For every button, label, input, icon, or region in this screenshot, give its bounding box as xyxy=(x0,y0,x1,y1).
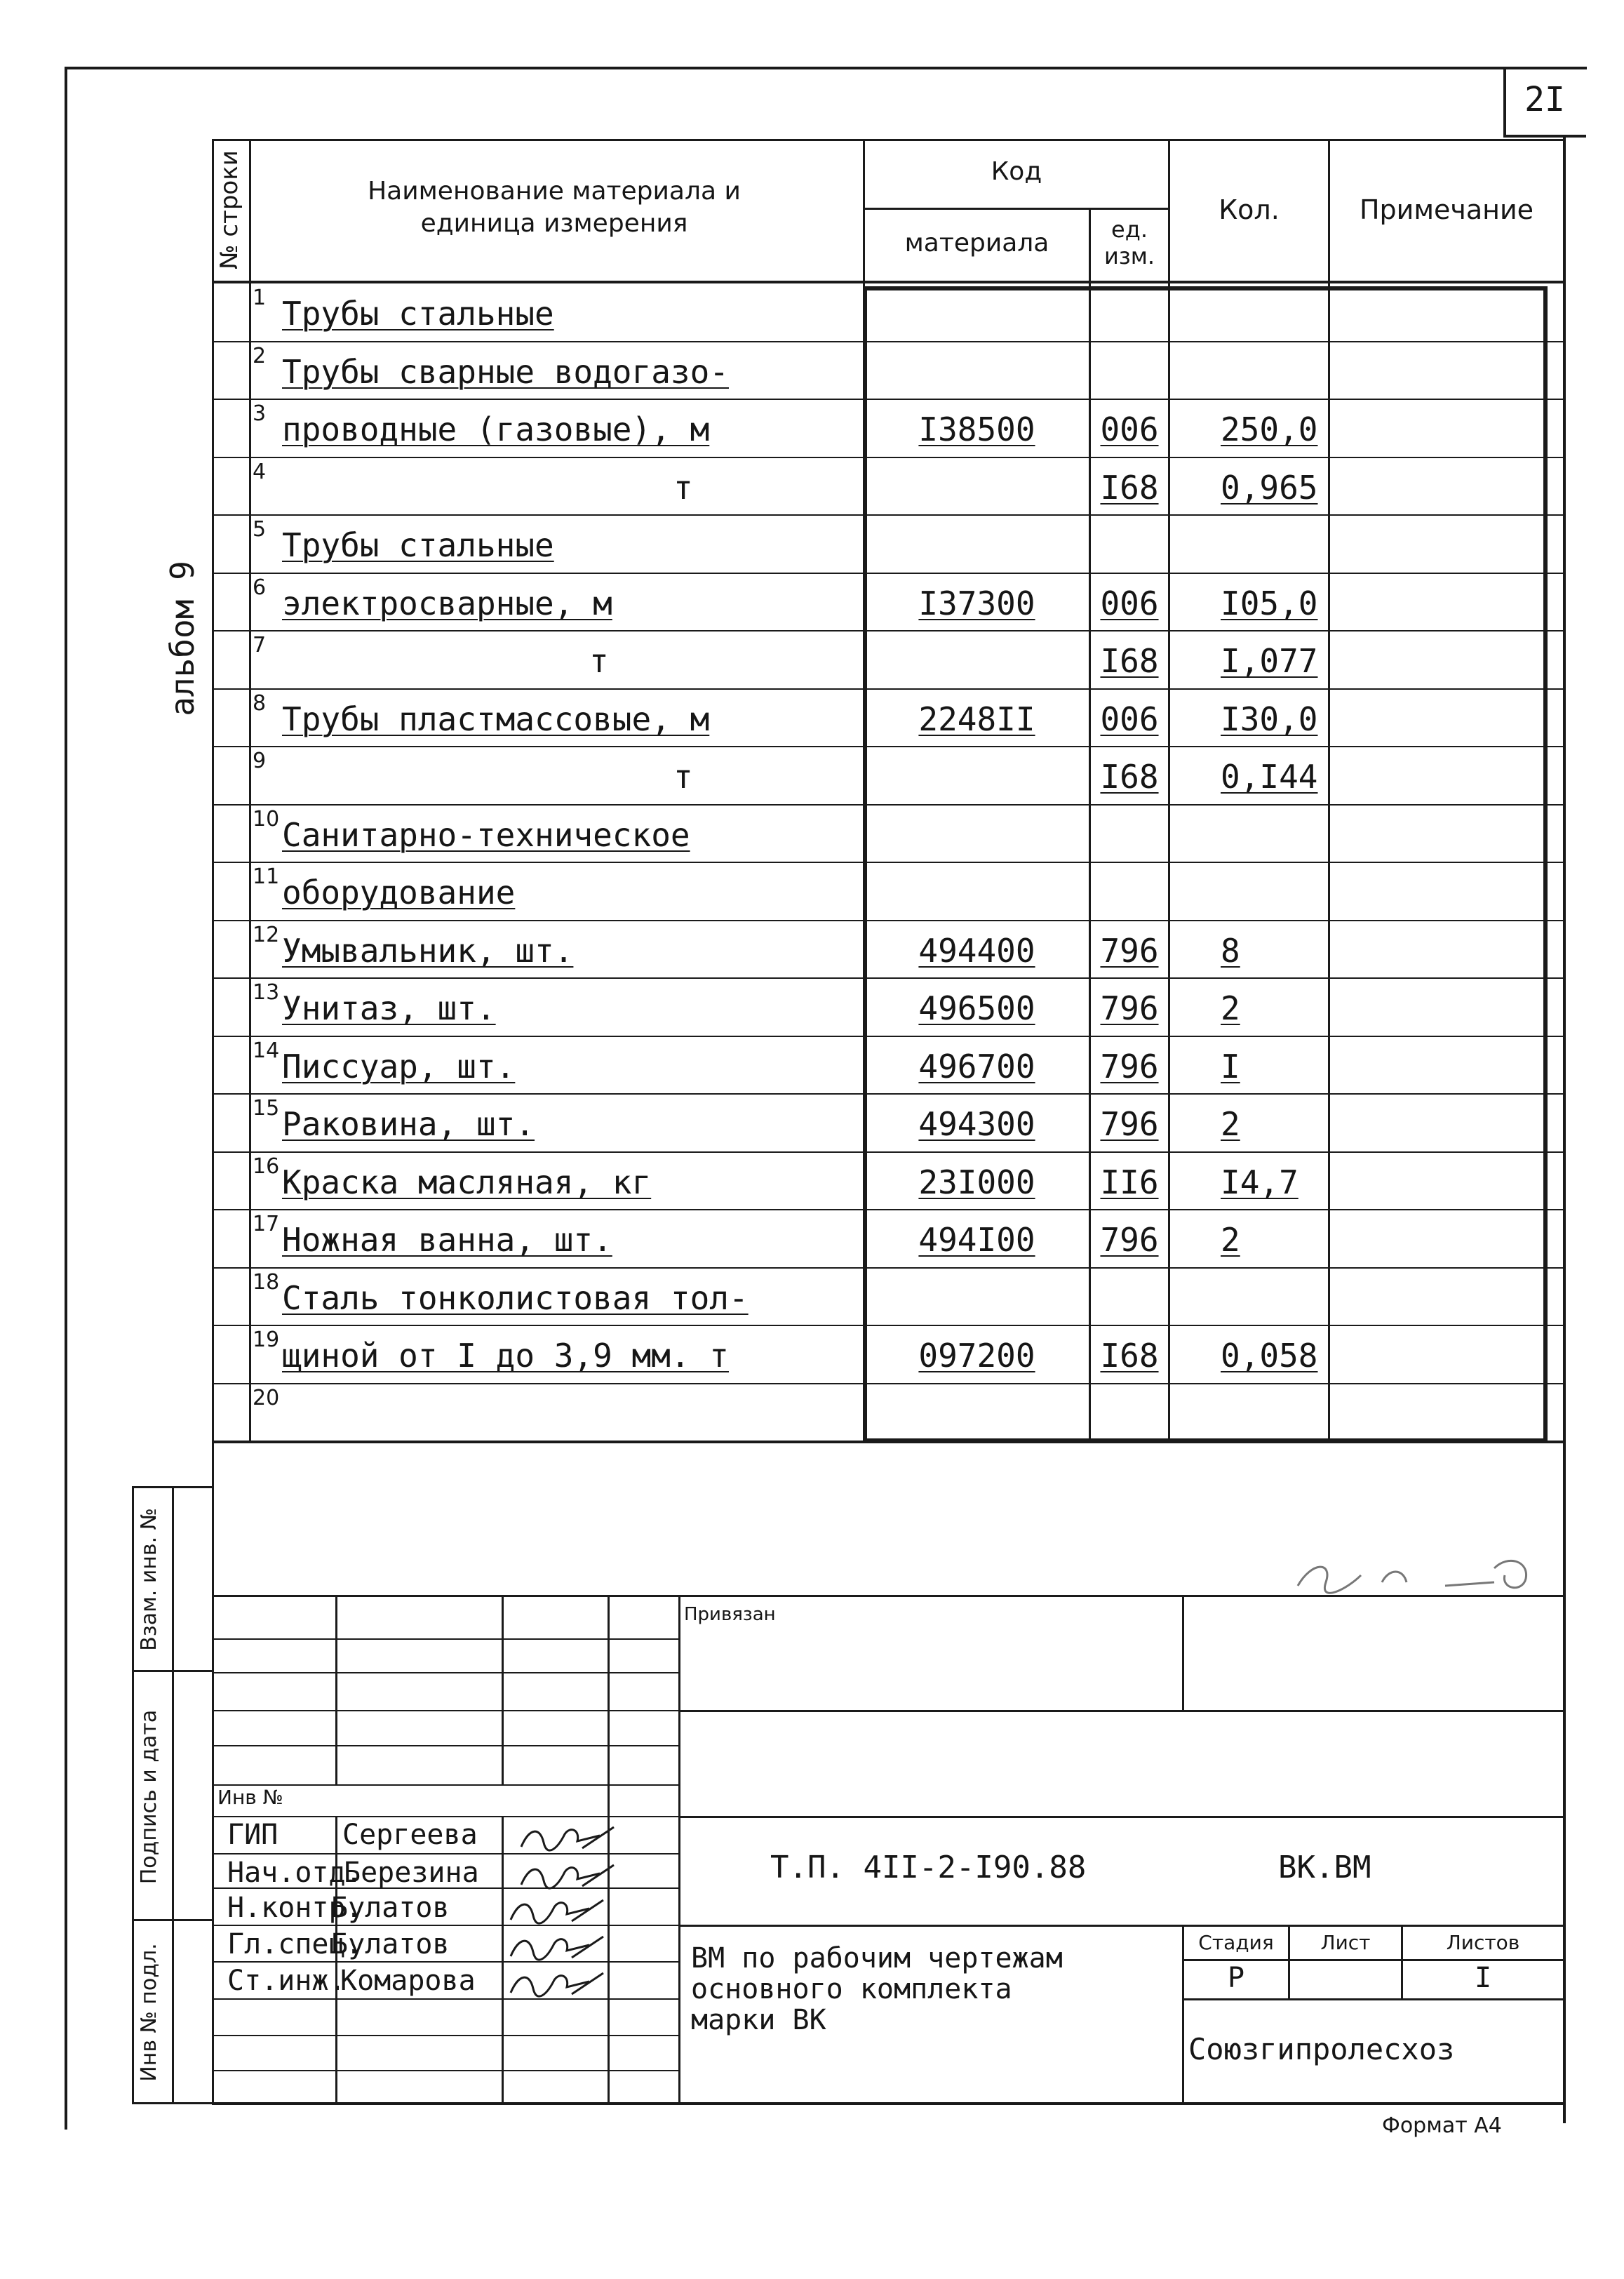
row-unit-code: 796 xyxy=(1100,989,1159,1027)
row-material-name: Раковина, шт. xyxy=(282,1105,535,1143)
side-stamp-vzam-inv: Взам. инв. № xyxy=(137,1508,161,1651)
tb-sheet-label: Лист xyxy=(1320,1931,1371,1954)
signer-role: Н.контр. xyxy=(227,1892,363,1924)
tb-stage-value: Р xyxy=(1227,1962,1245,1994)
tb-grid-line xyxy=(212,1638,678,1640)
row-material-name: т xyxy=(673,758,693,796)
row-separator-line xyxy=(212,1093,1563,1095)
row-unit-code: I68 xyxy=(1100,642,1159,680)
row-separator-line xyxy=(212,630,1563,631)
tb-description-1: ВМ по рабочим чертежам xyxy=(691,1942,1063,1974)
row-quantity: I,077 xyxy=(1221,642,1318,680)
row-material-name: Санитарно-техническое xyxy=(282,816,690,854)
row-material-code: 2248II xyxy=(918,700,1035,738)
row-quantity: I05,0 xyxy=(1221,584,1318,622)
row-quantity: I30,0 xyxy=(1221,700,1318,738)
row-number: 20 xyxy=(253,1386,280,1410)
row-unit-code: 796 xyxy=(1100,932,1159,970)
tb-sheets-value: I xyxy=(1474,1962,1492,1994)
row-number: 14 xyxy=(253,1038,280,1063)
row-separator-line xyxy=(212,688,1563,690)
row-material-name: Сталь тонколистовая тол- xyxy=(282,1279,749,1317)
row-material-code: 496500 xyxy=(918,989,1035,1027)
row-number: 5 xyxy=(253,517,267,542)
side-strip-right-line xyxy=(212,1441,214,2104)
row-material-name: Краска масляная, кг xyxy=(282,1163,652,1201)
row-number: 3 xyxy=(253,401,267,426)
header-bottom-line xyxy=(212,281,1563,283)
frame-right-line xyxy=(1563,138,1566,2123)
row-number: 11 xyxy=(253,864,280,889)
row-material-code: 496700 xyxy=(918,1048,1035,1085)
signer-name: Березина xyxy=(344,1857,479,1889)
row-number: 1 xyxy=(253,286,267,310)
row-unit-code: 006 xyxy=(1100,410,1159,448)
row-separator-line xyxy=(212,1441,1563,1442)
row-unit-code: 006 xyxy=(1100,700,1159,738)
tb-grid-line xyxy=(212,1745,678,1746)
format-label: Формат А4 xyxy=(1382,2113,1502,2138)
row-number: 13 xyxy=(253,980,280,1005)
row-number: 12 xyxy=(253,923,280,947)
row-quantity: 8 xyxy=(1221,932,1240,970)
header-code: Код xyxy=(991,157,1042,186)
signer-role: ГИП xyxy=(227,1819,279,1851)
row-unit-code: 006 xyxy=(1100,584,1159,622)
header-row-number: № строки xyxy=(215,150,243,269)
signature-scribble xyxy=(516,1820,621,1855)
tb-grid-line xyxy=(212,1710,678,1711)
tb-inv-no-label: Инв № xyxy=(217,1786,283,1809)
row-quantity: 250,0 xyxy=(1221,410,1318,448)
header-material-name: Наименование материала и единица измерения xyxy=(368,177,741,238)
row-separator-line xyxy=(212,399,1563,400)
tb-organization: Союзгипролесхоз xyxy=(1188,2032,1455,2066)
row-separator-line xyxy=(212,457,1563,458)
signer-name: Сергеева xyxy=(342,1819,478,1851)
tb-description-3: марки ВК xyxy=(691,2004,826,2036)
row-material-name: Писсуар, шт. xyxy=(282,1048,516,1085)
tb-bottom-line xyxy=(212,2102,1563,2105)
col-line-rownum xyxy=(249,139,251,1443)
side-stamp-podpis-data: Подпись и дата xyxy=(137,1709,161,1885)
signature-scribble xyxy=(505,1966,610,2001)
tb-stage-label: Стадия xyxy=(1198,1931,1274,1954)
row-material-code: I37300 xyxy=(918,584,1035,622)
row-separator-line xyxy=(212,341,1563,342)
signer-name: Комарова xyxy=(340,1965,476,1997)
row-number: 6 xyxy=(253,575,267,600)
header-unit: ед. изм. xyxy=(1103,216,1155,269)
row-material-code: 494I00 xyxy=(918,1221,1035,1259)
header-quantity: Кол. xyxy=(1219,194,1280,225)
row-material-code: I38500 xyxy=(918,410,1035,448)
row-separator-line xyxy=(212,1036,1563,1037)
row-material-name: Ножная ванна, шт. xyxy=(282,1221,612,1259)
handwritten-archive-mark xyxy=(1284,1547,1550,1603)
row-unit-code: I68 xyxy=(1100,758,1159,796)
tb-vline-2b xyxy=(502,1816,504,2104)
side-strip-left-line xyxy=(132,1486,134,2104)
row-number: 17 xyxy=(253,1212,280,1236)
row-quantity: 0,I44 xyxy=(1221,758,1318,796)
signer-role: Гл.спец. xyxy=(227,1928,363,1960)
signature-scribble xyxy=(505,1930,610,1965)
tb-vline-2 xyxy=(502,1595,504,1784)
tb-code-top xyxy=(678,1816,1563,1818)
row-separator-line xyxy=(212,1383,1563,1384)
row-material-code: 494400 xyxy=(918,932,1035,970)
row-number: 15 xyxy=(253,1096,280,1121)
tb-vline-1 xyxy=(335,1595,337,1784)
row-material-name: Умывальник, шт. xyxy=(282,932,574,970)
row-separator-line xyxy=(212,746,1563,747)
body-thick-box xyxy=(863,286,1548,1443)
row-material-name: т xyxy=(673,469,693,507)
row-separator-line xyxy=(212,977,1563,979)
row-number: 18 xyxy=(253,1270,280,1295)
row-number: 2 xyxy=(253,344,267,368)
signature-scribble xyxy=(505,1893,610,1928)
header-material-code: материала xyxy=(904,229,1049,258)
row-unit-code: I68 xyxy=(1100,469,1159,507)
row-material-name: щиной от I до 3,9 мм. т xyxy=(282,1337,729,1375)
tb-description-2: основного комплекта xyxy=(691,1973,1012,2005)
row-separator-line xyxy=(212,804,1563,806)
side-strip-inner-line xyxy=(172,1486,174,2104)
album-label: альбом 9 xyxy=(163,561,201,716)
signer-name: Булатов xyxy=(331,1928,450,1960)
side-stamp-inv-podl: Инв № подл. xyxy=(137,1943,161,2082)
row-number: 16 xyxy=(253,1154,280,1179)
row-quantity: I4,7 xyxy=(1221,1163,1298,1201)
row-number: 7 xyxy=(253,633,267,657)
row-number: 19 xyxy=(253,1328,280,1352)
tb-stage-hline-1 xyxy=(1182,1959,1563,1961)
row-material-name: оборудование xyxy=(282,874,516,911)
row-separator-line xyxy=(212,1209,1563,1210)
row-quantity: 2 xyxy=(1221,989,1240,1027)
tb-code-bottom xyxy=(678,1925,1563,1927)
row-number: 4 xyxy=(253,460,267,484)
code-subheader-line xyxy=(863,208,1168,210)
row-quantity: 0,965 xyxy=(1221,469,1318,507)
tb-doc-code: Т.П. 4II-2-I90.88 xyxy=(770,1850,1087,1885)
tb-privyazan-vline xyxy=(1182,1595,1184,1711)
row-unit-code: 796 xyxy=(1100,1221,1159,1259)
row-number: 8 xyxy=(253,691,267,716)
signer-role: Нач.отд. xyxy=(227,1857,363,1889)
tb-grid-line xyxy=(212,2035,678,2036)
row-material-name: т xyxy=(589,642,609,680)
row-unit-code: 796 xyxy=(1100,1048,1159,1085)
tb-mark: ВК.ВМ xyxy=(1278,1850,1371,1885)
row-number: 9 xyxy=(253,749,267,773)
row-material-name: Трубы стальные xyxy=(282,295,554,333)
tb-grid-line xyxy=(212,2070,678,2071)
row-material-name: электросварные, м xyxy=(282,584,612,622)
row-separator-line xyxy=(212,573,1563,574)
row-number: 10 xyxy=(253,807,280,831)
page-number: 2I xyxy=(1524,80,1565,119)
tb-vline-4 xyxy=(678,1595,680,2104)
tb-privyazan-label: Привязан xyxy=(684,1604,776,1625)
row-material-name: проводные (газовые), м xyxy=(282,410,710,448)
row-material-code: 23I000 xyxy=(918,1163,1035,1201)
signer-role: Ст.инж. xyxy=(227,1965,346,1997)
row-separator-line xyxy=(212,862,1563,863)
row-material-code: 097200 xyxy=(918,1337,1035,1375)
tb-grid-line xyxy=(212,1816,678,1817)
row-separator-line xyxy=(212,514,1563,516)
header-note: Примечание xyxy=(1359,194,1534,225)
row-quantity: 2 xyxy=(1221,1105,1240,1143)
row-material-name: Трубы пластмассовые, м xyxy=(282,700,710,738)
signer-name: Булатов xyxy=(331,1892,450,1924)
row-material-name: Трубы сварные водогазо- xyxy=(282,353,729,391)
row-separator-line xyxy=(212,1267,1563,1269)
row-unit-code: 796 xyxy=(1100,1105,1159,1143)
frame-top-line xyxy=(65,67,1587,69)
row-unit-code: II6 xyxy=(1100,1163,1159,1201)
row-quantity: I xyxy=(1221,1048,1240,1085)
tb-grid-line xyxy=(212,1672,678,1673)
row-material-code: 494300 xyxy=(918,1105,1035,1143)
row-unit-code: I68 xyxy=(1100,1337,1159,1375)
row-quantity: 2 xyxy=(1221,1221,1240,1259)
tb-stage-hline-2 xyxy=(1182,1998,1563,2000)
signature-scribble xyxy=(516,1858,621,1893)
row-separator-line xyxy=(212,1325,1563,1326)
row-material-name: Унитаз, шт. xyxy=(282,989,496,1027)
row-material-name: Трубы стальные xyxy=(282,526,554,564)
tb-sheets-label: Листов xyxy=(1446,1931,1520,1954)
tb-privyazan-bottom xyxy=(678,1710,1563,1712)
row-quantity: 0,058 xyxy=(1221,1337,1318,1375)
row-separator-line xyxy=(212,920,1563,921)
row-separator-line xyxy=(212,1151,1563,1153)
frame-left-line xyxy=(65,67,67,2130)
